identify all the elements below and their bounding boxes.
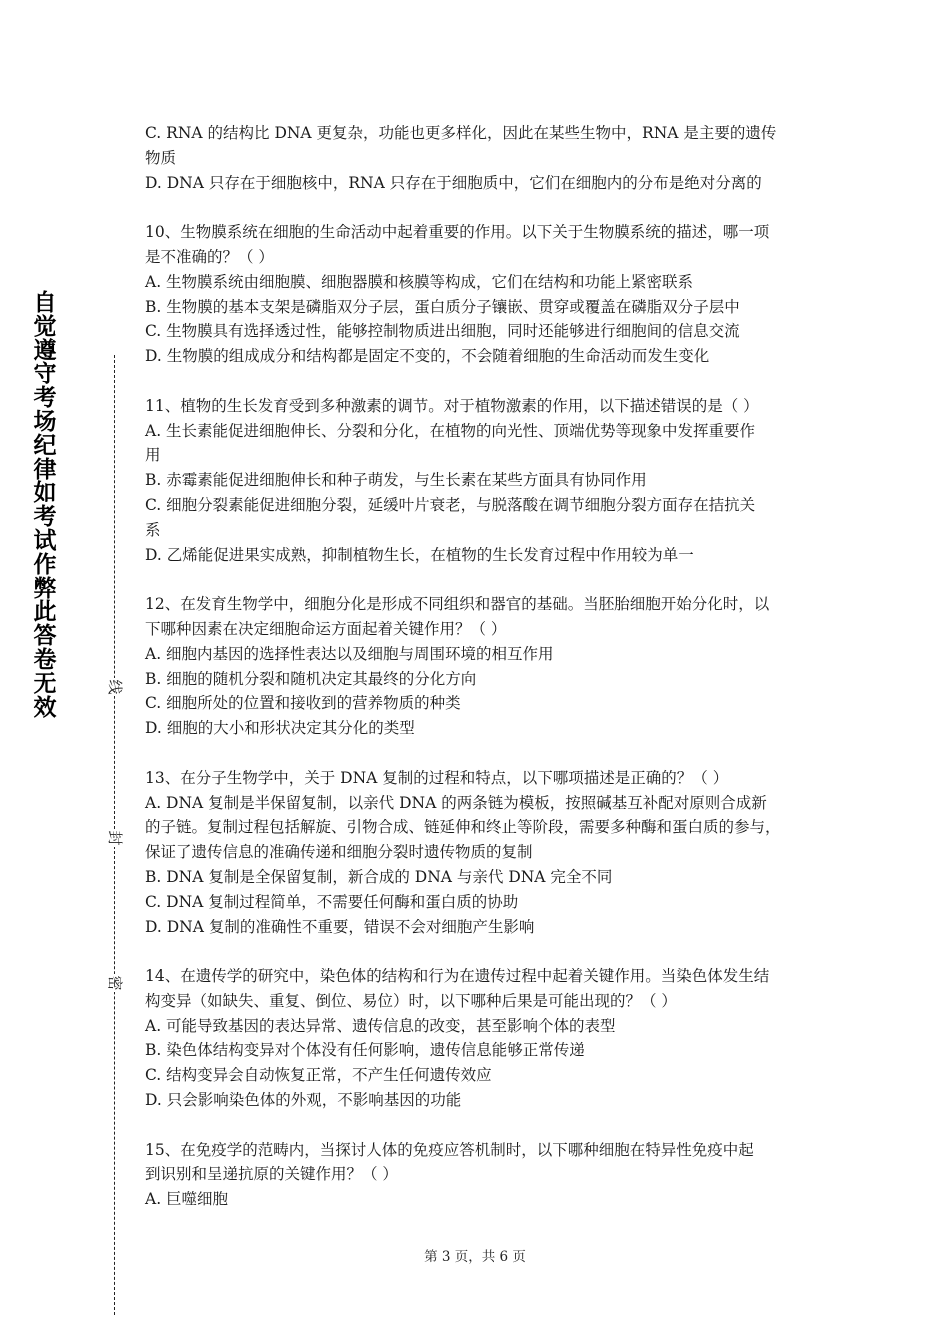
question-line: C. 细胞所处的位置和接收到的营养物质的种类 <box>145 694 461 713</box>
question-line: 是不准确的？（ ） <box>145 247 274 266</box>
question-line: 10、生物膜系统在细胞的生命活动中起着重要的作用。以下关于生物膜系统的描述，哪一项 <box>145 223 770 242</box>
question-line: 到识别和呈递抗原的关键作用？（ ） <box>145 1165 398 1184</box>
question-line: 保证了遗传信息的准确传递和细胞分裂时遗传物质的复制 <box>145 843 533 862</box>
seal-mark-secret: 密 <box>106 975 124 991</box>
question-block <box>145 394 823 568</box>
question-line: 构变异（如缺失、重复、倒位、易位）时，以下哪种后果是可能出现的？（ ） <box>145 991 677 1010</box>
question-line: 15、在免疫学的范畴内，当探讨人体的免疫应答机制时，以下哪种细胞在特异性免疫中起 <box>145 1140 754 1159</box>
question-line: 系 <box>145 520 161 539</box>
question-line: D. DNA 复制的准确性不重要，错误不会对细胞产生影响 <box>145 917 535 936</box>
question-line: B. 染色体结构变异对个体没有任何影响，遗传信息能够正常传递 <box>145 1041 585 1060</box>
question-block <box>145 1138 823 1212</box>
question-line: A. 细胞内基因的选择性表达以及细胞与周围环境的相互作用 <box>145 644 554 663</box>
question-line: D. 只会影响染色体的外观，不影响基因的功能 <box>145 1091 462 1110</box>
question-content <box>145 121 823 1212</box>
question-line: 物质 <box>145 148 177 167</box>
question-line: 12、在发育生物学中，细胞分化是形成不同组织和器官的基础。当胚胎细胞开始分化时，以 <box>145 595 770 614</box>
question-line: A. 生长素能促进细胞伸长、分裂和分化，在植物的向光性、顶端优势等现象中发挥重要作 <box>145 421 756 440</box>
question-line: 的子链。复制过程包括解旋、引物合成、链延伸和终止等阶段，需要多种酶和蛋白质的参与， <box>145 818 781 837</box>
question-block <box>145 964 823 1113</box>
question-line: A. 巨噬细胞 <box>145 1190 229 1209</box>
question-line: C. DNA 复制过程简单，不需要任何酶和蛋白质的协助 <box>145 892 519 911</box>
question-line: D. 生物膜的组成成分和结构都是固定不变的，不会随着细胞的生命活动而发生变化 <box>145 347 710 366</box>
question-block <box>145 766 823 940</box>
question-line: B. DNA 复制是全保留复制，新合成的 DNA 与亲代 DNA 完全不同 <box>145 867 613 886</box>
question-block <box>145 592 823 741</box>
question-line: B. 赤霉素能促进细胞伸长和种子萌发，与生长素在某些方面具有协同作用 <box>145 471 647 490</box>
question-line: B. 生物膜的基本支架是磷脂双分子层，蛋白质分子镶嵌、贯穿或覆盖在磷脂双分子层中 <box>145 297 740 316</box>
question-line: C. 生物膜具有选择透过性，能够控制物质进出细胞，同时还能够进行细胞间的信息交流 <box>145 322 740 341</box>
question-line: 14、在遗传学的研究中，染色体的结构和行为在遗传过程中起着关键作用。当染色体发生结 <box>145 967 770 986</box>
question-line: B. 细胞的随机分裂和随机决定其最终的分化方向 <box>145 669 477 688</box>
question-line: A. DNA 复制是半保留复制，以亲代 DNA 的两条链为模板，按照碱基互补配对原则合成新 <box>145 793 767 812</box>
question-line: C. RNA 的结构比 DNA 更复杂，功能也更多样化，因此在某些生物中，RNA 是主要的遗传 <box>145 124 777 142</box>
question-line: 用 <box>145 446 161 465</box>
question-block <box>145 220 823 369</box>
exam-discipline-warning: 自 觉 遵 守 考 场 纪 律 如 考 试 作 弊 此 答 卷 无 效 <box>33 290 57 721</box>
question-line: 13、在分子生物学中，关于 DNA 复制的过程和特点，以下哪项描述是正确的？（ ） <box>145 768 729 787</box>
question-line: D. 细胞的大小和形状决定其分化的类型 <box>145 719 415 738</box>
question-line: A. 可能导致基因的表达异常、遗传信息的改变，甚至影响个体的表型 <box>145 1016 616 1035</box>
question-line: D. DNA 只存在于细胞核中，RNA 只存在于细胞质中，它们在细胞内的分布是绝对分离的 <box>145 173 762 192</box>
question-line: C. 细胞分裂素能促进细胞分裂，延缓叶片衰老，与脱落酸在调节细胞分裂方面存在拮抗关 <box>145 495 756 514</box>
question-line: A. 生物膜系统由细胞膜、细胞器膜和核膜等构成，它们在结构和功能上紧密联系 <box>145 272 694 291</box>
page-footer: 第 3 页，共 6 页 <box>424 1249 526 1265</box>
question-block <box>145 121 823 195</box>
question-line: C. 结构变异会自动恢复正常，不产生任何遗传效应 <box>145 1066 492 1085</box>
question-line: D. 乙烯能促进果实成熟，抑制植物生长，在植物的生长发育过程中作用较为单一 <box>145 545 694 564</box>
seal-mark-seal: 封 <box>106 830 124 846</box>
question-line: 11、植物的生长发育受到多种激素的调节。对于植物激素的作用，以下描述错误的是（ ） <box>145 396 759 415</box>
seal-mark-line: 线 <box>106 679 124 695</box>
question-line: 下哪种因素在决定细胞命运方面起着关键作用？（ ） <box>145 619 507 638</box>
